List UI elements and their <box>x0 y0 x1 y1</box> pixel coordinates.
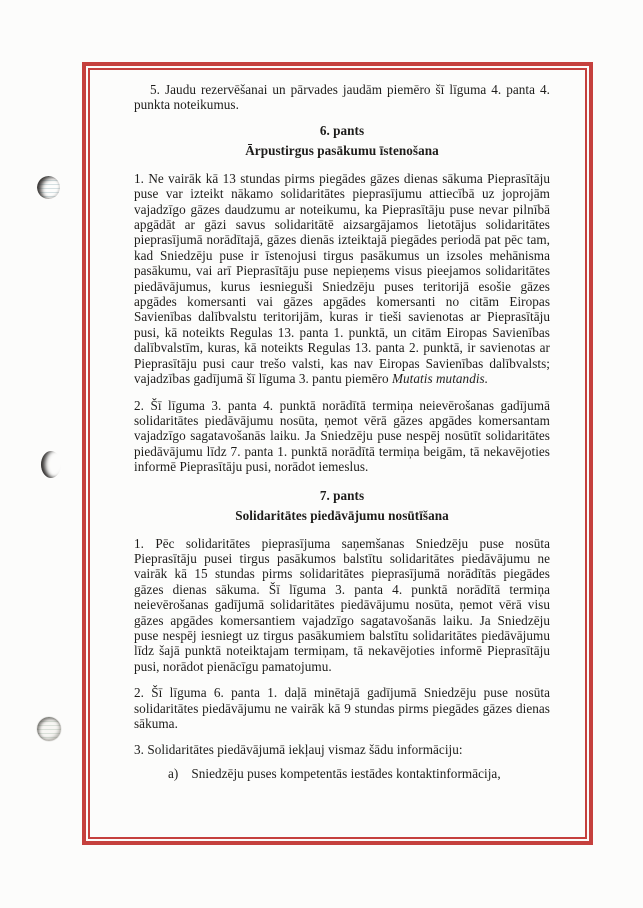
punch-hole-top <box>37 176 60 199</box>
list-item-a-marker: a) <box>168 765 179 781</box>
article-7-title: Solidaritātes piedāvājumu nosūtīšana <box>235 507 449 523</box>
list-item-a <box>134 766 550 781</box>
article-6-paragraph-1-text: 1. Ne vairāk kā 13 stundas pirms piegādes gāzes dienas sākuma Pieprasītāju puse var izteikt nākamo solidaritātes pieprasījumu attiecībā uz joprojām vajadzīgo gāzes daudzumu ar noteikumu, ka Pieprasītāju puse nevar pilnībā apgādāt ar gāzi savus solidaritātē aizsargājamos lietotājus solidaritātes pieprasījumā norādītajā, gāzes dienās izteiktajā piegādes periodā pat pēc tam, kad Sniedzēju puse ir īstenojusi tirgus pasākumus un izsoles mehānisma pasākumu, vai arī Pieprasītāju puse nepieņems visus pieejamos solidaritātes piedāvājumus, kurus iesnieguši Sniedzēju puses teritorijā esošie gāzes apgādes komersanti vai gāzes apgādes komersanti no citām Eiropas Savienības dalībvalstu teritorijām, kuras ir tieši savienotas ar Pieprasītāju pusi, kā noteikts Regulas 13. panta 1. punktā, un citām Eiropas Savienības dalībvalstīm, kuras, kā noteikts Regulas 13. panta 2. punktā, ir savienotas ar Pieprasītāju pusi caur trešo valsti, kas nav Eiropas Savienības dalībvalsts; vajadzības gadījumā šī līguma 3. pantu piemēro <box>134 170 550 387</box>
article-7-number: 7. pants <box>319 487 365 503</box>
article-7-paragraph-3: 3. Solidaritātes piedāvājumā iekļauj vismaz šādu informāciju: <box>134 742 463 758</box>
punch-hole-middle <box>41 451 61 478</box>
article-6-number: 6. pants <box>319 122 365 138</box>
list-item-a-text: Sniedzēju puses kompetentās iestādes kontaktinformācija, <box>191 765 501 781</box>
article-6-heading <box>134 121 550 161</box>
article-6-title: Ārpustirgus pasākumu īstenošana <box>245 142 439 158</box>
clause-5: 5. Jaudu rezervēšanai un pārvades jaudām piemēro šī līguma 4. panta 4. punkta noteikumus. <box>134 82 550 113</box>
article-6-paragraph-1 <box>134 171 550 387</box>
article-6-paragraph-2: 2. Šī līguma 3. panta 4. punktā norādītā termiņa neievērošanas gadījumā solidaritātes piedāvājumu nosūta, ņemot vērā gāzes apgādes komersantam vajadzīgo sagatavošanās laiku. Ja Sniedzēju puse nespēj nosūtīt solidaritātes piedāvājumu līdz 7. panta 1. punktā norādītā termiņa beigām, tā nekavējoties informē Pieprasītāju pusi, norādot iemeslus. <box>134 397 550 475</box>
latin-phrase: Mutatis mutandis. <box>391 371 489 387</box>
article-7-paragraph-1: 1. Pēc solidaritātes pieprasījuma saņemšanas Sniedzēju puse nosūta Pieprasītāju pusei tirgus pasākumos balstītu solidaritātes piedāvājumu ne vairāk kā 15 stundas pirms solidaritātes pieprasījumā norādītās piegādes gāzes dienas sākuma. Šī līguma 3. panta 4. punktā norādītā termiņa neievērošanas gadījumā solidaritātes piedāvājumu nosūta, ņemot vērā visu gāzes apgādes komersantiem vajadzīgo sagatavošanās laiku. Ja Sniedzēju puse nespēj iesniegt uz tirgus pasākumiem balstītu solidaritātes piedāvājumu līdz šajā punktā noteiktajam termiņam, tā nekavējoties informē Pieprasītāju pusi, norādot pienācīgu pamatojumu. <box>134 535 550 674</box>
article-7-heading <box>134 486 550 526</box>
document-body <box>134 82 550 781</box>
punch-hole-bottom <box>37 717 61 741</box>
article-7-paragraph-2: 2. Šī līguma 6. panta 1. daļā minētajā gadījumā Sniedzēju puse nosūta solidaritātes piedāvājumu ne vairāk kā 9 stundas pirms piegādes gāzes dienas sākuma. <box>134 685 550 731</box>
